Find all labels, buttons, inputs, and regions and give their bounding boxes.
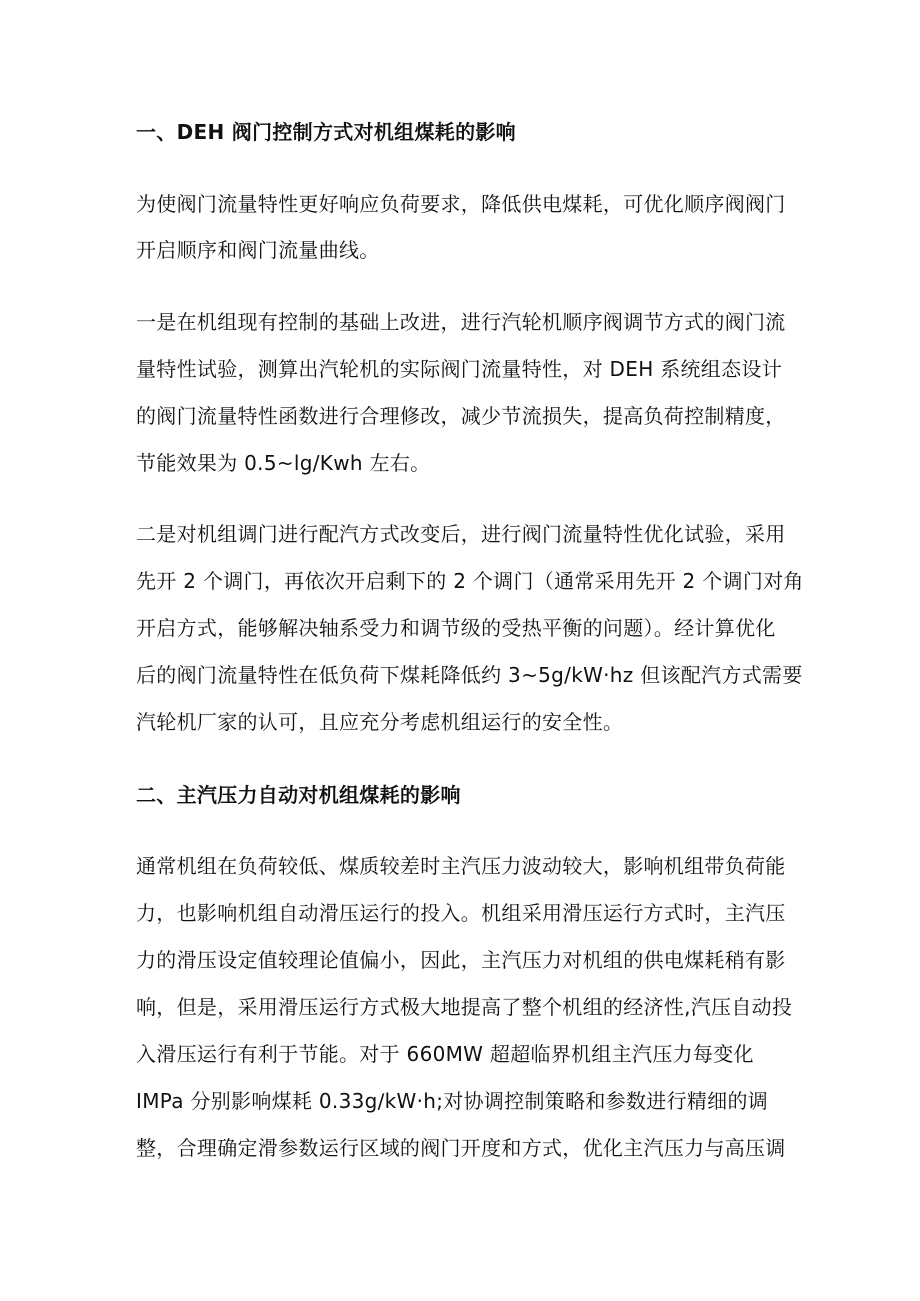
section-2-para-1-line-5: 入滑压运行有利于节能。对于 660MW 超超临界机组主汽压力每变化 <box>136 1042 754 1066</box>
section-1-para-3-line-1: 二是对机组调门进行配汽方式改变后，进行阀门流量特性优化试验，采用 <box>136 522 786 546</box>
section-1-para-3-line-4: 后的阀门流量特性在低负荷下煤耗降低约 3~5g/kW·hz 但该配汽方式需要 <box>136 663 803 687</box>
section-2-para-1-line-2: 力，也影响机组自动滑压运行的投入。机组采用滑压运行方式时，主汽压 <box>136 901 786 925</box>
section-2-para-1-line-6: IMPa 分别影响煤耗 0.33g∕kW·h;对协调控制策略和参数进行精细的调 <box>136 1089 769 1113</box>
section-2-para-1-line-7: 整，合理确定滑参数运行区域的阀门开度和方式，优化主汽压力与高压调 <box>136 1136 786 1160</box>
section-1-para-1-line-2: 开启顺序和阀门流量曲线。 <box>136 238 380 262</box>
section-2-para-1-line-1: 通常机组在负荷较低、煤质较差时主汽压力波动较大，影响机组带负荷能 <box>136 854 786 878</box>
section-1-para-2-line-3: 的阀门流量特性函数进行合理修改，减少节流损失，提高负荷控制精度， <box>136 404 786 428</box>
section-2-para-1-line-3: 力的滑压设定值较理论值偏小，因此，主汽压力对机组的供电煤耗稍有影 <box>136 948 786 972</box>
section-1-para-1-line-1: 为使阀门流量特性更好响应负荷要求，降低供电煤耗，可优化顺序阀阀门 <box>136 192 786 216</box>
section-2-heading: 二、主汽压力自动对机组煤耗的影响 <box>136 783 461 807</box>
section-1-para-3-line-2: 先开 2 个调门，再依次开启剩下的 2 个调门（通常采用先开 2 个调门对角 <box>136 569 804 593</box>
section-1-para-2-line-2: 量特性试验，测算出汽轮机的实际阀门流量特性，对 DEH 系统组态设计 <box>136 357 782 381</box>
section-1-para-3-line-3: 开启方式，能够解决轴系受力和调节级的受热平衡的问题）。经计算优化 <box>136 616 776 640</box>
section-2-para-1-line-4: 响，但是，采用滑压运行方式极大地提高了整个机组的经济性,汽压自动投 <box>136 995 793 1019</box>
section-1-para-2-line-4: 节能效果为 0.5~lg/Kwh 左右。 <box>136 451 431 475</box>
section-1-heading: 一、DEH 阀门控制方式对机组煤耗的影响 <box>136 120 516 144</box>
section-1-para-2-line-1: 一是在机组现有控制的基础上改进，进行汽轮机顺序阀调节方式的阀门流 <box>136 310 786 334</box>
section-1-para-3-line-5: 汽轮机厂家的认可，且应充分考虑机组运行的安全性。 <box>136 710 624 734</box>
